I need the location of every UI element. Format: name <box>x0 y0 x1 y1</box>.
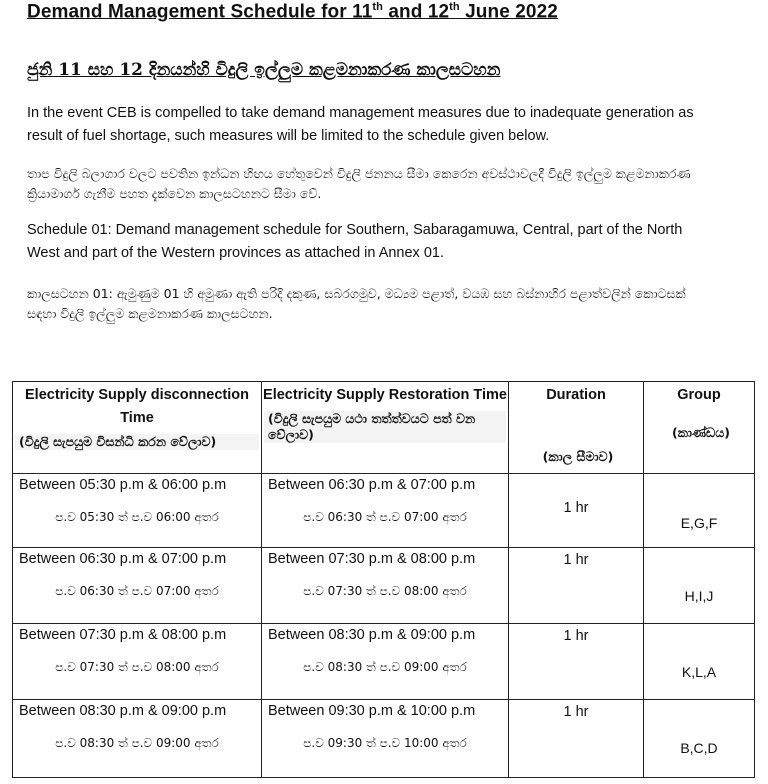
cell-disconnect <box>13 474 262 548</box>
cell-group <box>644 474 755 548</box>
table-row <box>13 700 755 778</box>
duration-value: 1 hr <box>563 500 589 516</box>
header-disconnect-en: Electricity Supply disconnection Time <box>25 387 249 426</box>
header-duration-en: Duration <box>546 387 606 403</box>
table-row <box>13 548 755 624</box>
paragraph-schedule-si: කාලසටහන 01: ඇමුණුම 01 හි අමුණා ඇති පරිදි දකුණ, සබරගමුව, මධ්‍යම පළාත්, වයඹ සහ බස්නාහිර පළාත්වලින් කොටසක් සඳහා විදුලි ඉල්ලුම කළමනාකරණ කාලසටහන. <box>27 286 686 321</box>
disconnect-time-en: Between 07:30 p.m & 08:00 p.m <box>19 627 227 643</box>
page-title <box>27 1 558 23</box>
group-value: K,L,A <box>681 664 717 680</box>
duration-value: 1 hr <box>563 704 589 720</box>
cell-restore <box>262 474 509 548</box>
cell-group <box>644 624 755 700</box>
cell-group <box>644 700 755 778</box>
schedule-table <box>12 381 755 778</box>
paragraph-intro-si: තාප විදුලි බලාගාර වලට පවතින ඉන්ධන හිඟය හේතුවෙන් විදුලි ජනනය සීමා කෙරෙන අවස්ථාවලදී විදුලි ඉල්ලුම කළමනාකරණ ක්‍රියාමාර්ග ගැනීම පහත දැක්වෙන කාලසටහනට සීමා වේ. <box>27 166 691 201</box>
title-suffix: June 2022 <box>459 1 558 23</box>
restore-time-si: ප.ව 07:30 ත් ප.ව 08:00 අතර <box>303 584 467 598</box>
cell-duration <box>509 700 644 778</box>
title-sup-1: th <box>372 1 383 13</box>
header-duration <box>509 382 644 474</box>
restore-time-si: ප.ව 06:30 ත් ප.ව 07:00 අතර <box>303 510 467 524</box>
cell-duration <box>509 548 644 624</box>
table-row <box>13 474 755 548</box>
table-row <box>13 624 755 700</box>
cell-restore <box>262 700 509 778</box>
title-middle: and 12 <box>383 1 450 23</box>
header-disconnect-si: (විදුලි සැපයුම විසන්ධි කරන වේලාව) <box>15 434 259 450</box>
header-restore <box>262 382 509 474</box>
disconnect-time-si: ප.ව 05:30 ත් ප.ව 06:00 අතර <box>55 510 219 524</box>
paragraph-schedule-en: Schedule 01: Demand management schedule for Southern, Sabaragamuwa, Central, part of the North West and part of the Western provinces as attached in Annex 01. <box>27 222 683 261</box>
title-prefix: Demand Management Schedule for 11 <box>27 1 373 23</box>
header-disconnect <box>13 382 262 474</box>
disconnect-time-en: Between 06:30 p.m & 07:00 p.m <box>19 551 227 567</box>
cell-restore <box>262 624 509 700</box>
cell-disconnect <box>13 548 262 624</box>
disconnect-time-si: ප.ව 06:30 ත් ප.ව 07:00 අතර <box>55 584 219 598</box>
disconnect-time-si: ප.ව 07:30 ත් ප.ව 08:00 අතර <box>55 660 219 674</box>
header-group <box>644 382 755 474</box>
restore-time-en: Between 08:30 p.m & 09:00 p.m <box>268 627 476 643</box>
disconnect-time-en: Between 05:30 p.m & 06:00 p.m <box>19 477 227 493</box>
duration-value: 1 hr <box>563 552 589 568</box>
header-duration-si: (කාල සීමාව) <box>542 449 614 464</box>
cell-group <box>644 548 755 624</box>
group-value: E,G,F <box>680 515 718 531</box>
disconnect-time-si: ප.ව 08:30 ත් ප.ව 09:00 අතර <box>55 736 219 750</box>
cell-restore <box>262 548 509 624</box>
header-restore-si: (විදුලි සැපයුම යථා තත්ත්වයට පත් වන වේලාව) <box>264 411 506 443</box>
disconnect-time-en: Between 08:30 p.m & 09:00 p.m <box>19 703 227 719</box>
cell-duration <box>509 624 644 700</box>
restore-time-si: ප.ව 09:30 ත් ප.ව 10:00 අතර <box>303 736 467 750</box>
restore-time-si: ප.ව 08:30 ත් ප.ව 09:00 අතර <box>303 660 467 674</box>
paragraph-intro-en: In the event CEB is compelled to take demand management measures due to inadequate generation as result of fuel shortage, such measures will be limited to the schedule given below. <box>27 105 694 144</box>
cell-disconnect <box>13 624 262 700</box>
duration-value: 1 hr <box>563 628 589 644</box>
header-group-si: (කාණ්ඩය) <box>672 425 730 440</box>
restore-time-en: Between 06:30 p.m & 07:00 p.m <box>268 477 476 493</box>
restore-time-en: Between 07:30 p.m & 08:00 p.m <box>268 551 476 567</box>
group-value: B,C,D <box>680 740 718 756</box>
title-sup-2: th <box>449 1 460 13</box>
header-restore-en: Electricity Supply Restoration Time <box>263 387 507 403</box>
restore-time-en: Between 09:30 p.m & 10:00 p.m <box>268 703 476 719</box>
table-header-row <box>13 382 755 474</box>
cell-duration <box>509 474 644 548</box>
cell-disconnect <box>13 700 262 778</box>
group-value: H,I,J <box>684 588 714 604</box>
header-group-en: Group <box>677 387 721 403</box>
sinhala-title: ජුනි 11 සහ 12 දිනයන්හි විදුලි ඉල්ලුම කළමනාකරණ කාලසටහන <box>27 60 501 80</box>
